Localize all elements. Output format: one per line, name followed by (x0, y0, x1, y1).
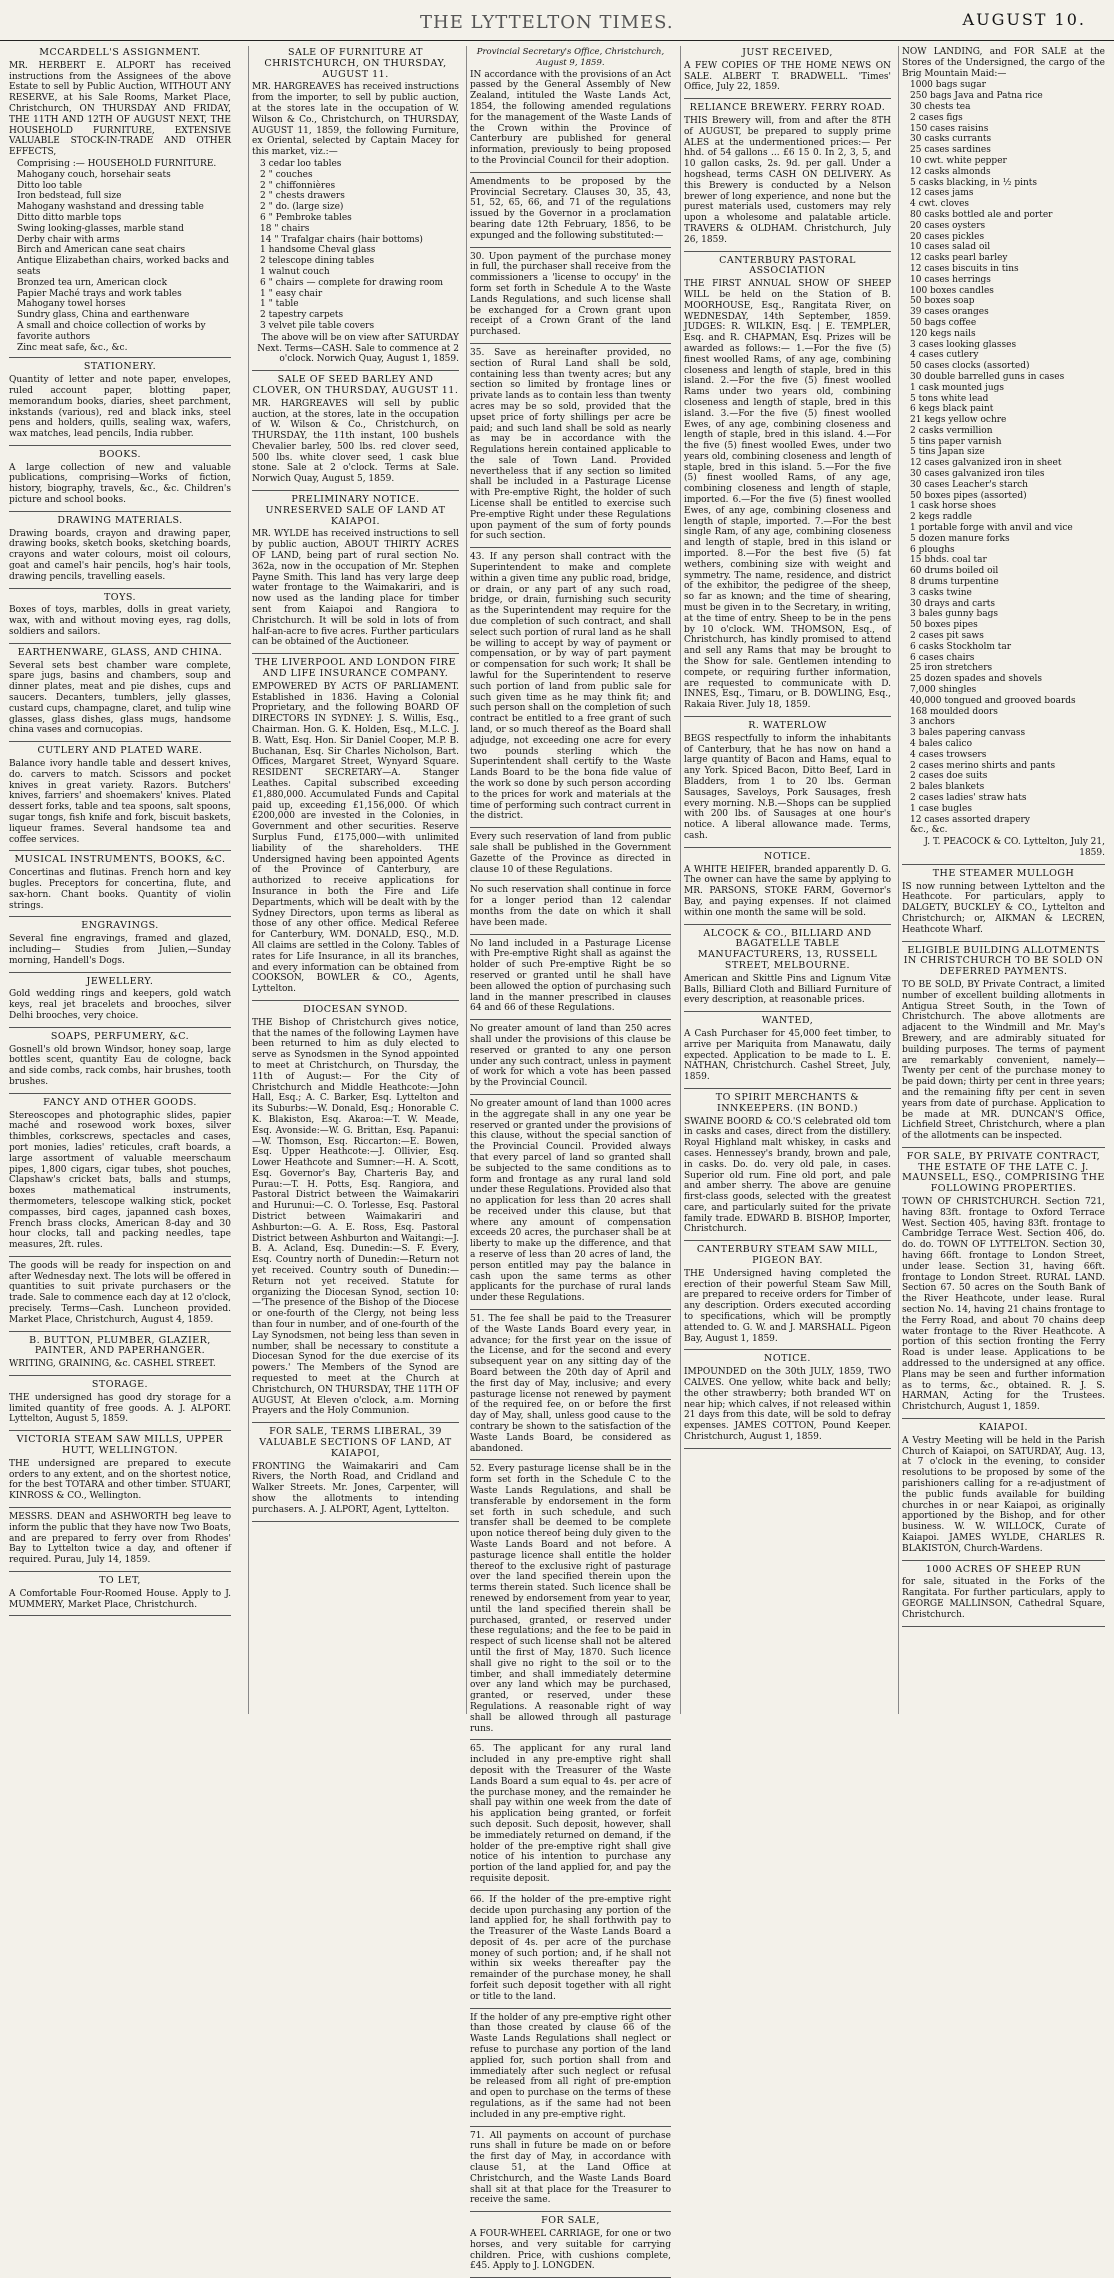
ad-heading: MCCARDELL'S ASSIGNMENT. (39, 47, 201, 58)
ad-list-item: 40,000 tongued and grooved boards (910, 695, 1076, 706)
ad-body: Drawing boards, crayon and drawing paper, drawing books, sketch books, sketching boards, crayons and water colours, moist oil colours, goat and camel's hair pencils, hog's hair tools, drawing pencils, travelling easels. (9, 528, 231, 582)
ad-heading: TOYS. (103, 591, 137, 603)
ad-list-item: 50 boxes pipes (910, 620, 978, 631)
ad-heading: PRELIMINARY NOTICE. UNRESERVED SALE OF LAND AT KAIAPOI. (265, 494, 446, 527)
ad-body: TOWN OF CHRISTCHURCH. Section 721, having 83ft. frontage to Oxford Terrace West. Section 405, having 83ft. frontage to Cambridge Terrace West. Section 406, do. do. do. TOWN OF LYTTELTON. Section 30, having 66ft. frontage to London Street, under lease. Section 31, having 66ft. frontage to London Street. RURAL LAND. Section 67. 50 acres on the South Bank of the River Heathcote, under lease. Rural section No. 14, having 21 chains frontage to the Ferry Road, and about 70 chains deep water frontage to the River Heathcote. A portion of this section fronting the Ferry Road is under lease. Applications to be addressed to the undersigned at any office. Plans may be seen and further information as to terms, &c., obtained. R. J. S. HARMAN, Acting for the Trustees. Christchurch, August 1, 1859. (902, 1197, 1105, 1413)
advertisement (470, 1099, 671, 1310)
column-5 (898, 46, 1108, 1714)
ad-body: 52. Every pasturage license shall be in the form set forth in the Schedule C to the Waste Lands Regulations, and shall be transferable by endorsement in the form set forth in such schedule, and such transfer shall be deemed to be complete upon notice thereof being duly given to the Waste Lands Board and not before. A pasturage licence shall entitle the holder thereof to the exclusive right of pasturage over the land specified therein upon the terms therein stated. Such licence shall be renewed by endorsement from year to year, until the land specified therein shall be purchased, granted, or reserved under these regulations; and the fee to be paid in respect of such license shall not be altered until the first of May, 1870. Such licence shall give no right to the soil or to the timber, and shall immediately determine over any land which may be purchased, granted, or reserved, under these Regulations. A reasonable right of way shall be allowed through all pasturage runs. (470, 1464, 671, 1734)
ad-list-item: 25 cases sardines (910, 145, 991, 156)
ad-list-item: 4 cases trowsers (910, 749, 987, 760)
ad-list-item: 12 cases assorted drapery (910, 814, 1030, 825)
ad-heading: KAIAPOI. (978, 1422, 1029, 1434)
ad-heading: FANCY AND OTHER GOODS. (43, 1096, 197, 1108)
advertisement (9, 977, 231, 1028)
ad-body: WRITING, GRAINING, &c. CASHEL STREET. (9, 1359, 216, 1370)
ad-list-item: 39 cases oranges (910, 307, 989, 318)
column-1 (6, 46, 234, 1714)
advertisement (684, 929, 891, 1013)
ad-heading: SOAPS, PERFUMERY, &C. (50, 1030, 190, 1042)
ad-list-item: 4 cwt. cloves (910, 199, 970, 210)
ad-body: Concertinas and flutinas. French horn and key bugles. Preceptors for concertina, flute, and sax-horn. Chant books. Quantity of violin strings. (9, 868, 231, 911)
ad-body: SWAINE BOORD & CO.'S celebrated old tom in casks and cases, direct from the distillery. Royal Highland malt whiskey, in casks and cases. Hennessey's brandy, brown and pale, in casks. Do. do. very old pale, in cases. Superior old rum. Fine old port, and pale and amber sherry. The above are genuine first-class goods, selected with the greatest care, and particularly suited for the private family trade. EDWARD B. BISHOP, Importer, Christchurch. (684, 1116, 891, 1235)
advertisement (9, 593, 231, 644)
ad-list-item: 6 ploughs (910, 544, 955, 555)
ad-list-item: 2 " couches (260, 169, 313, 180)
ad-list-item: 50 boxes pipes (assorted) (910, 490, 1027, 501)
ad-list-item: 20 cases oysters (910, 220, 986, 231)
ad-list-item: 2 " chiffonnières (260, 180, 336, 191)
ad-list-item: 30 drays and carts (910, 598, 996, 609)
ad-list-item: 12 casks pearl barley (910, 253, 1008, 264)
ad-heading: CANTERBURY PASTORAL ASSOCIATION (719, 254, 856, 277)
advertisement (684, 721, 891, 848)
ad-body: 71. All payments on account of purchase runs shall in future be made on or before the first day of May, in accordance with clause 51, at the Land Office at Christchurch, and the Waste Lands Board shall sit at that place for the Treasurer to receive the same. (470, 2130, 671, 2206)
ad-heading: CANTERBURY STEAM SAW MILL, PIGEON BAY. (696, 1244, 879, 1267)
advertisement (684, 1016, 891, 1089)
ad-list-item: A small and choice collection of works by favorite authors (17, 320, 206, 342)
ad-body: Gold wedding rings and keepers, gold watch keys, real jet bracelets and brooches, silver Delhi brooches, very choice. (9, 989, 231, 1021)
advertisement (470, 552, 671, 828)
ad-list-item: 18 " chairs (260, 223, 310, 234)
advertisement (9, 48, 231, 358)
ad-list-item: 2 kegs raddle (910, 512, 973, 523)
ad-heading: ELIGIBLE BUILDING ALLOTMENTS IN CHRISTCHURCH TO BE SOLD ON DEFERRED PAYMENTS. (903, 944, 1104, 978)
ad-list-item: 3 cases looking glasses (910, 339, 1017, 350)
ad-body: No greater amount of land than 1000 acres in the aggregate shall in any one year be reserved or granted under the provisions of this clause, without the special sanction of the Provincial Council. Provided always that every parcel of land so granted shall be subjected to the same conditions as to form and frontage as any rural land sold under these Regulations. Provided also that no application for less than 20 acres shall be received under this clause, but that where any amount of compensation exceeds 20 acres, the purchaser shall be at liberty to make up the difference, and that a reserve of less than 20 acres of land, the person entitled may pay the balance in cash upon the same terms as other applicants for the purchase of rural lands under these Regulations. (470, 1098, 671, 1304)
ad-list-item: 2 cases merino shirts and pants (910, 760, 1056, 771)
ad-signature: J. T. PEACOCK & CO. Lyttelton, July 21, 1859. (924, 837, 1105, 858)
ad-list-item: 1 " table (260, 299, 299, 310)
ad-body: EMPOWERED BY ACTS OF PARLIAMENT. Established in 1836. Having a Colonial Proprietary, and the following BOARD OF DIRECTORS IN SYDNEY: J. S. Willis, Esq., Chairman. Hon. G. K. Holden, Esq., M.L.C. J. B. Watt, Esq. Hon. Sir Daniel Cooper, M.P. B. Buchanan, Esq. Sir Charles Nicholson, Bart. Offices, Margaret Street, Wynyard Square. RESIDENT SECRETARY—A. Stanger Leathes. Capital subscribed exceeding £1,880,000. Accumulated Funds and Capital paid up, exceeding £1,156,000. Of which £200,000 are invested in the Colonies, in Government and other securities. Reserve Surplus Fund, £175,000—with unlimited liability of the shareholders. THE Undersigned having been appointed Agents of the Province of Canterbury, are authorized to receive applications for Insurance in both the Fire and Life Departments, which will be dealt with by the Sydney Directors, upon terms as liberal as those of any other office. Medical Referee for Canterbury, WM. DONALD, ESQ., M.D. All claims are settled in the Colony. Tables of rates for Life Insurance, in all its branches, and every information can be obtained from COOKSON, BOWLER & CO., Agents, Lyttelton. (252, 681, 459, 995)
advertisement (9, 1261, 231, 1332)
ad-list-item: 1 walnut couch (260, 266, 330, 277)
ad-list-item: 120 kegs nails (910, 328, 976, 339)
ad-body: THE Bishop of Christchurch gives notice, that the names of the following Laymen have been returned to him as duly elected to serve as Synodsmen in the Synod appointed to meet at Christchurch, on Thursday, the 11th of August:— For the City of Christchurch and Middle Heathcote:—John Hall, Esq.; A. C. Barker, Esq. Lyttelton and its Suburbs:—W. Donald, Esq.; Honorable C. K. Blakiston, Esq. Akaroa:—T. W. Meade, Esq. Avonside:—W. G. Brittan, Esq. Papanui:—W. Thomson, Esq. Riccarton:—E. Bowen, Esq. Upper Heathcote:—J. Ollivier, Esq. Lower Heathcote and Sumner:—H. A. Scott, Esq. Governor's Bay, Charteris Bay, and Purau:—T. H. Potts, Esq. Rangiora, and Pastoral District between the Waimakariri and Hurunui:—C. O. Torlesse, Esq. Pastoral District between Waimakariri and Ashburton:—G. A. E. Ross, Esq. Pastoral District between Ashburton and Waitangi:—J. B. A. Acland, Esq. Dunedin:—S. F. Every, Esq. Country north of Dunedin:—Return not yet received. Country south of Dunedin:—Return not yet received. Statute for organizing the Diocesan Synod, section 10:—'The presence of the Bishop of the Diocese or one-fourth of the Clergy, not being less than four in number, and of one-fourth of the Lay Synodsmen, not being less than seven in number, shall be necessary to constitute a Diocesan Synod for the due exercise of its powers.' The Members of the Synod are requested to meet at the Church at Christchurch, ON THURSDAY, THE 11TH OF AUGUST, At Eleven o'clock, a.m. Morning Prayers and the Holy Communion. (252, 1017, 460, 1417)
advertisement (9, 746, 231, 851)
ad-list-item: Ditto loo table (17, 180, 83, 191)
ad-body: 35. Save as hereinafter provided, no section of Rural Land shall be sold, containing less than twenty acres; but any section so limited by frontage lines or private lands as to contain less than twenty acres may be so sold, provided that the upset price of forty shillings per acre be paid; and such land shall be sold as nearly as may be in accordance with the Regulations herein contained applicable to the sale of Town Land. Provided nevertheless that if any section so limited shall be included in a Pasturage License with Pre-emptive Right, the holder of such License shall be entitled to exercise such Pre-emptive Right under these Regulations upon payment of the sum of forty pounds for such section. (470, 347, 671, 542)
ad-heading: EARTHENWARE, GLASS, AND CHINA. (17, 646, 223, 658)
ad-dateline: Provincial Secretary's Office, Christchurch, August 9, 1859. (476, 47, 665, 68)
advertisement (470, 47, 671, 173)
ad-list-item: 50 bags coffee (910, 317, 977, 328)
advertisement (684, 1354, 891, 1448)
ad-list-item: 168 moulded doors (910, 706, 998, 717)
ad-body: MR. WYLDE has received instructions to sell by public auction, ABOUT THIRTY ACRES OF LAND, being part of rural section No. 362a, now in the occupation of Mr. Stephen Payne Smith. This land has very large deep water frontage to the Waimakariri, and is now used as the landing place for timber sent from Kaiapoi and Rangiora to Christchurch. It will be sold in lots of from half-an-acre to five acres. Further particulars can be obtained of the Auctioneer. (252, 529, 459, 648)
ad-body: Every such reservation of land from public sale shall be published in the Government Gazette of the Province as directed in clause 10 of these Regulations. (470, 832, 671, 875)
ad-list-item: &c., &c. (910, 825, 948, 836)
ad-body: Gosnell's old brown Windsor, honey soap, large bottles scent, quantity Eau de cologne, back and side combs, rack combs, hair brushes, tooth brushes. (9, 1044, 231, 1087)
ad-list-item: 6 cases chairs (910, 652, 975, 663)
ad-body: MESSRS. DEAN and ASHWORTH beg leave to inform the public that they have now Two Boats, and are prepared to ferry over from Rhodes' Bay to Lyttelton twice a day, and oftener if required. Purau, July 14, 1859. (9, 1512, 232, 1566)
newspaper-title: THE LYTTELTON TIMES. (420, 12, 674, 33)
advertisement (470, 832, 671, 881)
ad-list-item: 1 " easy chair (260, 288, 323, 299)
advertisement (9, 450, 231, 512)
ad-body: THE undersigned has good dry storage for a limited quantity of free goods. A. J. ALPORT. Lyttelton, August 5, 1859. (9, 1392, 231, 1425)
column-3 (466, 46, 674, 2272)
ad-list-item: 3 anchors (910, 717, 955, 728)
ad-list-item: 8 drums turpentine (910, 577, 999, 588)
ad-list-item: 5 tons white lead (910, 393, 989, 404)
ad-heading: RELIANCE BREWERY. FERRY ROAD. (689, 102, 886, 114)
ad-list-item: 2 cases figs (910, 112, 963, 123)
ad-body: IS now running between Lyttelton and the Heathcote. For particulars, apply to DALGETY, BUCKLEY & CO., Lyttelton and Christchurch; or, AIKMAN & LECREN, Heathcote Wharf. (902, 881, 1105, 935)
ad-list-item: 14 " Trafalgar chairs (hair bottoms) (260, 234, 423, 245)
ad-body: The goods will be ready for inspection on and after Wednesday next. The lots will be offered in quantities to suit private purchasers or the trade. Sale to commence each day at 12 o'clock, precisely. Terms—Cash. Luncheon provided. Market Place, Christchurch, August 4, 1859. (9, 1260, 231, 1325)
ad-list-item: 4 cases cutlery (910, 350, 979, 361)
advertisement (9, 362, 231, 446)
ad-list-item: Antique Elizabethan chairs, worked backs and seats (17, 256, 230, 277)
ad-heading: STATIONERY. (83, 361, 157, 373)
ad-list-item: 50 cases clocks (assorted) (910, 361, 1030, 372)
ad-list-item: 30 double barrelled guns in cases (910, 371, 1065, 382)
ad-list-item: 2 casks vermillion (910, 425, 993, 436)
advertisement (684, 1093, 891, 1241)
ad-list-item: 12 cases galvanized iron in sheet (910, 458, 1062, 469)
advertisement (684, 852, 891, 925)
ad-list-item: 6 " chairs — complete for drawing room (260, 277, 444, 288)
advertisement (902, 1423, 1105, 1561)
ad-list-item: 2 telescope dining tables (260, 256, 375, 267)
ad-heading: TO LET, (99, 1575, 141, 1587)
ad-heading: BOOKS. (98, 448, 142, 460)
ad-list-item: 30 chests tea (910, 101, 971, 112)
ad-body: MR. HARGREAVES has received instructions from the importer, to sell by public auction, at the stores late in the occupation of W. Wilson & Co., Christchurch, on THURSDAY, AUGUST 11, 1859, the following Furniture, ex Oriental, selected by Captain Macey for this market, viz.:— (252, 82, 459, 158)
ad-list-item: 6 " Pembroke tables (260, 212, 352, 223)
ad-list-item: 5 casks blacking, in ½ pints (910, 177, 1037, 188)
ad-list-item: 60 drums boiled oil (910, 566, 999, 577)
ad-list-item: 100 boxes candles (910, 285, 994, 296)
ad-heading: STORAGE. (91, 1379, 149, 1391)
ad-body: Amendments to be proposed by the Provincial Secretary. Clauses 30, 35, 43, 51, 52, 65, 66, and 71 of the regulations issued by the Governor in a proclamation bearing date 12th February, 1856, to be expunged and the following substituted:— (470, 176, 671, 241)
ad-body: American and Skittle Pins and Lignum Vitæ Balls, Billiard Cloth and Billiard Furniture of every description, at reasonable prices. (684, 973, 891, 1006)
advertisement (9, 1032, 231, 1094)
ad-body: 43. If any person shall contract with the Superintendent to make and complete within a given time any public road, bridge, or drain, or any part of any such road, bridge, or drain, furnishing such security as the Superintendent may require for the due completion of such contract, and shall select such portion of rural land as he shall be willing to accept by way of payment or compensation, or by way of part payment or compensation for such work; It shall be lawful for the Superintendent to reserve such portion of land from public sale for such given time as he may think fit; and such person shall on the completion of such contract be entitled to a free grant of such land, or so much thereof as the Board shall adjudge, not exceeding one acre for every two pounds sterling which the Superintendent shall certify to the Waste Lands Board to be the bona fide value of the work so done by such person according to the prices for work and materials at the time of performing such contract current in the district. (470, 552, 671, 822)
advertisement (684, 103, 891, 251)
ad-list-item: 1000 bags sugar (910, 80, 986, 91)
ad-body: FRONTING the Waimakariri and Cam Rivers, the North Road, and Cridland and Walker Streets. Mr. Jones, Carpenter, will show the allotments to intending purchasers. A. J. ALPORT, Agent, Lyttelton. (252, 1461, 459, 1515)
column-2 (248, 46, 462, 1714)
ad-list-item: 1 cask mounted jugs (910, 382, 1005, 393)
ad-list-item: 5 dozen manure forks (910, 533, 1010, 544)
ad-list-item: 30 casks currants (910, 134, 992, 145)
ad-body: Several fine engravings, framed and glazed, including— Studies from Julien,—Sunday morning, Handell's Dogs. (9, 934, 231, 966)
ad-list-item: 12 casks almonds (910, 166, 991, 177)
ad-list-item: Iron bedstead, full size (17, 191, 122, 202)
ad-body: No such reservation shall continue in force for a longer period than 12 calendar months from the date on which it shall have been made. (470, 885, 671, 928)
advertisement (252, 1427, 459, 1521)
ad-list-item: Swing looking-glasses, marble stand (17, 223, 184, 234)
ad-body: Several sets best chamber ware complete, spare jugs, basins and chambers, soup and dinner plates, meat and pie dishes, cups and saucers. Decanters, tumblers, jelly glasses, custard cups, champagne, claret, and tulip wine glasses, glass dishes, glass mugs, handsome china vases and cornucopias. (9, 660, 231, 736)
ad-heading: JEWELLERY. (86, 975, 154, 987)
ad-heading: WANTED, (761, 1015, 814, 1027)
advertisement (902, 1152, 1105, 1419)
ad-list-item: Mahogany towel horses (17, 299, 126, 310)
advertisement (9, 1512, 231, 1572)
ad-list-item: 1 cask horse shoes (910, 501, 997, 512)
ad-body: 65. The applicant for any rural land included in any pre-emptive right shall deposit with the Treasurer of the Waste Lands Board a sum equal to 4s. per acre of the purchase money, and the remainder he shall pay within one week from the date of his application being granted, or forfeit such deposit. Such deposit, however, shall be immediately returned on demand, if the holder of the pre-emptive right shall give notice of his intention to purchase any portion of the land applied for, and pay the requisite deposit. (470, 1744, 671, 1884)
ad-body: A Comfortable Four-Roomed House. Apply to J. MUMMERY, Market Place, Christchurch. (9, 1588, 231, 1610)
ad-list-item: 25 iron stretchers (910, 663, 993, 674)
advertisement (470, 939, 671, 1021)
ad-heading: NOTICE. (764, 1353, 811, 1365)
ad-body: Balance ivory handle table and dessert knives, do. carvers to match. Scissors and pocket knives in great variety. Razors. Butchers' knives, farriers' and shoemakers' knives. Plated dessert forks, table and tea spoons, salt spoons, sugar tongs, fish knife and fork, biscuit baskets, liqueur frames. Several handsome tea and coffee services. (9, 759, 231, 845)
ad-heading: ENGRAVINGS. (81, 920, 159, 932)
advertisement (470, 1744, 671, 1890)
advertisement (902, 47, 1105, 865)
ad-list-item: 2 " chests drawers (260, 191, 345, 202)
advertisement (9, 921, 231, 972)
ad-list-item: 7,000 shingles (910, 685, 977, 696)
ad-body: If the holder of any pre-emptive right other than those created by clause 66 of the Waste Lands Regulations shall neglect or refuse to purchase any portion of the land applied for, such portion shall from and immediately after such neglect or refusal be released from all right of pre-emption and open to purchase on the terms of these regulations, as if the same had not been included in any pre-emptive right. (470, 2012, 671, 2120)
ad-list-item: Ditto ditto marble tops (17, 212, 122, 223)
ad-list-item: 2 " do. (large size) (260, 202, 344, 213)
ad-list-item: 3 casks twine (910, 587, 972, 598)
ad-heading: FOR SALE, TERMS LIBERAL, 39 VALUABLE SECTIONS OF LAND, AT KAIAPOI, (259, 1426, 452, 1459)
ad-list-item: 30 cases Leacher's starch (910, 479, 1028, 490)
ad-list-item: 10 cwt. white pepper (910, 155, 1007, 166)
ad-list-item: 15 bhds. coal tar (910, 555, 987, 566)
ad-heading: JUST RECEIVED, (742, 47, 833, 58)
ad-body: 30. Upon payment of the purchase money in full, the purchaser shall receive from the commissioners a 'license to occupy' in the form set forth in Schedule A to the Waste Lands Regulations, and such license shall be exchanged for a Crown grant upon receipt of a Crown Grant of the land purchased. (470, 251, 671, 338)
ad-body: A large collection of new and valuable publications, comprising—Works of fiction, history, biography, travels, &c., &c. Children's picture and school books. (9, 462, 231, 506)
ad-list-item: 150 cases raisins (910, 123, 989, 134)
ad-list-item: 3 velvet pile table covers (260, 320, 375, 331)
ad-heading: FOR SALE, (541, 2215, 600, 2227)
ad-heading: DIOCESAN SYNOD. (303, 1003, 408, 1015)
advertisement (9, 1380, 231, 1431)
ad-body: 66. If the holder of the pre-emptive right decide upon purchasing any portion of the land applied for, he shall forthwith pay to the Treasurer of the Waste Lands Board a deposit of 4s. per acre of the purchase money of such portion; and, if he shall not within six weeks thereafter pay the remainder of the purchase money, he shall forfeit such deposit together with all right or title to the land. (470, 1894, 671, 2002)
ad-body: THIS Brewery will, from and after the 8TH of AUGUST, be prepared to supply prime ALES at the undermentioned prices:— Per hhd. of 54 gallons ... £6 15 0. In 2, 3, 5, and 10 gallon casks, 2s. 9d. per gall. Under a hogshead, terms CASH ON DELIVERY. As this Brewery is conducted by a Nelson brewer of long experience, and none but the purest materials used, customers may rely upon a wholesome and palatable article. TRAVERS & OLDHAM. Christchurch, July 26, 1859. (684, 115, 891, 245)
ad-body: MR. HERBERT E. ALPORT has received instructions from the Assignees of the above Estate to sell by Public Auction, WITHOUT ANY RESERVE, at his Sale Rooms, Market Place, Christchurch, ON THURSDAY AND FRIDAY, THE 11TH AND 12TH OF AUGUST NEXT, THE HOUSEHOLD FURNITURE, EXTENSIVE VALUABLE STOCK-IN-TRADE AND OTHER EFFECTS, (9, 60, 231, 158)
advertisement (252, 495, 459, 654)
ad-heading: FOR SALE, BY PRIVATE CONTRACT, THE ESTATE OF THE LATE C. J. MAUNSELL, ESQ., COMPRISING THE FOLLOWING PROPERTIES. (902, 1150, 1105, 1195)
ad-body: BEGS respectfully to inform the inhabitants of Canterbury, that he has now on hand a large quantity of Bacon and Hams, equal to any York. Spiced Bacon, Ditto Beef, Lard in Bladders, from 1 to 20 lbs. German Sausages, Saveloys, Pork Sausages, fresh every morning. N.B.—Shops can be supplied with 200 lbs. of Sausages at one hour's notice. A liberal allowance made. Terms, cash. (684, 733, 891, 841)
ad-body: No greater amount of land than 250 acres shall under the provisions of this clause be reserved or granted to any one person under any such contract, unless in payment of work for which a vote has been passed by the Provincial Council. (470, 1024, 671, 1089)
ad-body: MR. HARGREAVES will sell by public auction, at the stores, late in the occupation of W. Wilson & Co., Christchurch, on THURSDAY, the 11th instant, 100 bushels Chevalier barley, 500 lbs. red clover seed, 500 lbs. white clover seed, 1 cask blue stone. Sale at 2 o'clock. Terms at Sale. Norwich Quay, August 5, 1859. (252, 398, 459, 485)
ad-list-item: Comprising :— HOUSEHOLD FURNITURE. (17, 158, 217, 169)
ad-signature: The above will be on view after SATURDAY Next. Terms—CASH. Sale to commence at 2 o'clock. Norwich Quay, August 1, 1859. (257, 332, 459, 365)
advertisement (9, 1098, 231, 1257)
advertisement (252, 658, 459, 1001)
ad-heading: B. BUTTON, PLUMBER, GLAZIER, PAINTER, AND PAPERHANGER. (29, 1334, 211, 1357)
advertisement (902, 946, 1105, 1148)
ad-list-item: 12 cases biscuits in tins (910, 263, 1019, 274)
ad-body: A FEW COPIES OF THE HOME NEWS ON SALE. ALBERT T. BRADWELL. 'Times' Office, July 22, 1859. (684, 60, 891, 93)
ad-heading: ALCOCK & CO., BILLIARD AND BAGATELLE TABLE MANUFACTURERS, 13, RUSSELL STREET, MELBOURNE. (697, 927, 878, 971)
advertisement (684, 48, 891, 99)
ad-list-item: 80 casks bottled ale and porter (910, 209, 1053, 220)
advertisement (470, 348, 671, 548)
ad-list-item: Zinc meat safe, &c., &c. (17, 342, 128, 353)
ad-list-item: 50 boxes soap (910, 296, 975, 307)
advertisement (9, 648, 231, 742)
ad-body: Stereoscopes and photographic slides, papier maché and rosewood work boxes, silver thimbles, corkscrews, spectacles and cases, port monies, ladies' reticules, craft boards, a large assortment of valuable meerschaum pipes, 1,800 cigars, cigar tubes, shot pouches, Clapshaw's cricket bats, balls and stumps, boxes mathematical instruments, thermometers, telescope walking stick, pocket compasses, bird cages, japanned cash boxes, French brass clocks, American 8-day and 30 hour clocks, tall and packing needles, tape measures, 2ft. rules. (9, 1110, 231, 1251)
advertisement (470, 885, 671, 934)
ad-list-item: 5 tins Japan size (910, 447, 985, 458)
ad-list-item: 3 bales gunny bags (910, 609, 999, 620)
advertisement (684, 1245, 891, 1350)
ad-body: A FOUR-WHEEL CARRIAGE, for one or two horses, and very suitable for carrying children. Price, with cushions complete, £45. Apply to J. LONGDEN. (470, 2229, 671, 2272)
ad-heading: MUSICAL INSTRUMENTS, BOOKS, &C. (14, 854, 226, 866)
ad-list-item: 25 dozen spades and shovels (910, 674, 1043, 685)
ad-body: A WHITE HEIFER, branded apparently D. G. The owner can have the same by applying to MR. PARSONS, STOKE FARM, Governor's Bay, and paying expenses. If not claimed within one month the same will be sold. (684, 864, 891, 918)
ad-body: Boxes of toys, marbles, dolls in great variety, wax, with and without moving eyes, rag dolls, soldiers and sailors. (9, 605, 231, 638)
ad-list-item: 20 cases pickles (910, 231, 985, 242)
advertisement (9, 1336, 231, 1376)
ad-body: NOW LANDING, and FOR SALE at the Stores of the Undersigned, the cargo of the Brig Mountain Maid:— (902, 47, 1105, 79)
advertisement (470, 2013, 671, 2127)
ad-body: THE Undersigned having completed the erection of their powerful Steam Saw Mill, are prepared to receive orders for Timber of any description. Orders executed according to specifications, which will be promptly attended to. G. W. and J. MARSHALL. Pigeon Bay, August 1, 1859. (684, 1268, 891, 1344)
ad-list-item: 12 cases jams (910, 188, 974, 199)
advertisement (684, 256, 891, 717)
ad-body: No land included in a Pasturage License with Pre-emptive Right shall as against the holder of such Pre-emptive Right be so reserved or granted until he shall have been allowed the option of purchasing such land in the manner prescribed in clauses 64 and 66 of these Regulations. (470, 938, 671, 1014)
advertisement (470, 177, 671, 248)
ad-body: TO BE SOLD, BY Private Contract, a limited number of excellent building allotments in Antigua Street South, in the Town of Christchurch. The above allotments are adjacent to the Windmill and Mr. May's Brewery, and are admirably situated for building purposes. The terms of payment are remarkably convenient, namely—Twenty per cent of the purchase money to be paid down; thirty per cent in three years; and the remaining fifty per cent in seven years from date of purchase. Application to be made at MR. DUNCAN'S Office, Lichfield Street, Christchurch, where a plan of the allotments can be inspected. (902, 979, 1105, 1142)
ad-list-item: 1 handsome Cheval glass (260, 245, 376, 256)
advertisement (252, 48, 459, 371)
ad-list-item: 4 bales calico (910, 739, 973, 749)
advertisement (470, 252, 671, 344)
ad-list-item: 6 casks Stockholm tar (910, 641, 1012, 652)
ad-list-item: 30 cases galvanized iron tiles (910, 469, 1045, 480)
ad-heading: SALE OF FURNITURE AT CHRISTCHURCH, ON THURSDAY, AUGUST 11. (264, 47, 447, 80)
advertisement (9, 1576, 231, 1616)
ad-list-item: Mahogany washstand and dressing table (17, 202, 204, 213)
ad-list-item: 1 portable forge with anvil and vice (910, 523, 1073, 534)
ad-heading: THE LIVERPOOL AND LONDON FIRE AND LIFE INSURANCE COMPANY. (255, 657, 456, 680)
ad-list-item: 1 case bugles (910, 803, 972, 814)
ad-list-item: Bronzed tea urn, American clock (17, 277, 168, 288)
ad-list-item: 2 tapestry carpets (260, 310, 344, 321)
ad-list-item: 2 cases pit saws (910, 631, 984, 642)
ad-heading: TO SPIRIT MERCHANTS & INNKEEPERS. (IN BOND.) (715, 1091, 860, 1114)
ad-heading: THE STEAMER MULLOGH (932, 867, 1075, 879)
ad-list-item: 2 cases doe suits (910, 771, 988, 782)
advertisement (470, 2131, 671, 2213)
ad-heading: DRAWING MATERIALS. (57, 514, 183, 526)
ad-list-item: Mahogany couch, horsehair seats (17, 169, 171, 180)
ad-heading: NOTICE. (764, 850, 811, 862)
ad-body: THE FIRST ANNUAL SHOW OF SHEEP WILL be held on the Station of B. MOORHOUSE, Esq., Rangitata River, on WEDNESDAY, 14th September, 1859. JUDGES: R. WILKIN, Esq. | E. TEMPLER, Esq. and R. CHAPMAN, Esq. Prizes will be awarded as follows:— 1.—For the five (5) finest woolled Rams, of any age, combining closeness and length of staple, bred in this island. 2.—For the five (5) finest woolled Rams under two years old, combining closeness and length of staple, bred in this island. 3.—For the five (5) finest woolled Ewes, of any age, combining closeness and length of staple, bred in this island. 4.—For the five (5) finest woolled Ewes, under two years old, combining closeness and length of staple, bred in this island. 5.—For the five (5) finest woolled Rams, of any age, combining closeness and length of staple, imported. 6.—For the five (5) finest woolled Ewes, of any age, combining closeness and length of staple, imported. 7.—For the best single Ram, of any age, combining closeness and length of staple, bred in this island or imported. 8.—For the best five (5) fat wethers, combining size with weight and symmetry. The name, residence, and district of the exhibitor, the pedigree of the sheep, so far as known; and the time of shearing, must be given in to the Secretary, in writing, at the time of entry. Sheep to be in the pens by 10 o'clock. WM. THOMSON, Esq., of Christchurch, has kindly promised to attend and sell any Rams that may be brought to the Show for sale. Gentlemen intending to compete, or requiring further information, are requested to communicate with D. INNES, Esq., Timaru, or B. DOWLING, Esq., Rakaia River. July 18, 1859. (684, 279, 891, 711)
ad-body: A Cash Purchaser for 45,000 feet timber, to arrive per Mariquita from Manawatu, daily expected. Application to be made to L. E. NATHAN, Christchurch. Cashel Street, July, 1859. (684, 1028, 891, 1083)
advertisement (9, 1435, 231, 1508)
ad-body: A Vestry Meeting will be held in the Parish Church of Kaiapoi, on SATURDAY, Aug. 13, at 7 o'clock in the evening, to consider resolutions to be proposed by some of the parishioners calling for a re-adjustment of the public funds available for building churches in or near Kaiapoi, as originally apportioned by the Bishop, and for other business. W. W. WILLOCK, Curate of Kaiapoi. JAMES WYLDE, CHARLES R. BLAKISTON, Church-Wardens. (902, 1435, 1105, 1554)
ad-list-item: 6 kegs black paint (910, 404, 994, 415)
column-4 (680, 46, 894, 1714)
advertisement (252, 375, 459, 491)
ad-heading: R. WATERLOW (748, 720, 827, 732)
advertisement (9, 516, 231, 589)
ad-body: THE undersigned are prepared to execute orders to any extent, and on the shortest notice, for the best TOTARA and other timber. STUART, KINROSS & CO., Wellington. (9, 1458, 231, 1502)
ad-list-item: 10 cases salad oil (910, 242, 991, 253)
ad-list-item: 3 bales papering canvass (910, 728, 1026, 739)
ad-list-item: 10 cases herrings (910, 274, 991, 285)
ad-list-item: 21 kegs yellow ochre (910, 415, 1007, 426)
advertisement (470, 1024, 671, 1095)
advertisement (470, 1895, 671, 2009)
ad-list-item: 3 cedar loo tables (260, 158, 342, 169)
advertisement (902, 1565, 1105, 1627)
advertisement (470, 1314, 671, 1460)
advertisement (470, 1464, 671, 1740)
ad-list-item: 2 cases ladies' straw hats (910, 792, 1027, 803)
masthead (0, 0, 1114, 41)
issue-date: AUGUST 10. (962, 10, 1086, 29)
ad-list-item: 250 bags Java and Patna rice (910, 91, 1043, 102)
ad-body: IMPOUNDED on the 30th JULY, 1859, TWO CALVES. One yellow, white back and belly; the other strawberry; both branded WT on near hip; which calves, if not released within 21 days from this date, will be sold to defray expenses. JAMES COTTON, Pound Keeper. Christchurch, August 1, 1859. (684, 1367, 891, 1443)
ad-list-item: 2 bales blankets (910, 782, 985, 793)
advertisement (902, 869, 1105, 942)
advertisement (252, 1005, 459, 1423)
ad-heading: VICTORIA STEAM SAW MILLS, UPPER HUTT, WELLINGTON. (16, 1434, 224, 1457)
ad-body: Quantity of letter and note paper, envelopes, ruled account paper, blotting paper, memorandum books, diaries, sheet parchment, inkstands (various), red and black inks, steel pens and holders, quills, sealing wax, wafers, wax matches, lead pencils, India rubber. (9, 375, 231, 440)
ad-body: IN accordance with the provisions of an Act passed by the General Assembly of New Zealand, intituled the Waste Lands Act, 1854, the following amended regulations for the management of the Waste Lands of the Crown within the Province of Canterbury are published for general information, previously to being proposed to the Provincial Council for their adoption. (470, 69, 671, 166)
advertisement (470, 2216, 671, 2278)
ad-list-item: 5 tins paper varnish (910, 436, 1002, 447)
ad-list-item: Sundry glass, China and earthenware (17, 310, 190, 321)
ad-body: 51. The fee shall be paid to the Treasurer of the Waste Lands Board every year, in advance; for the first year on the issue of the License, and for the second and every subsequent year on any sitting day of the Board between the 20th day of April and the first day of May, inclusive; and every pasturage license not renewed by payment of the required fee, on or before the first day of May, shall, unless good cause to the contrary be shown to the satisfaction of the Waste Lands Board, be considered as abandoned. (470, 1314, 671, 1454)
ad-heading: CUTLERY AND PLATED WARE. (37, 745, 203, 757)
advertisement (9, 855, 231, 917)
ad-heading: 1000 ACRES OF SHEEP RUN (925, 1563, 1082, 1575)
ad-list-item: Derby chair with arms (17, 234, 120, 245)
ad-list-item: Papier Maché trays and work tables (17, 288, 182, 299)
ad-list-item: Birch and American cane seat chairs (17, 245, 186, 256)
ad-heading: SALE OF SEED BARLEY AND CLOVER, ON THURSDAY, AUGUST 11. (252, 374, 459, 396)
ad-body: for sale, situated in the Forks of the Rangitata. For further particulars, apply to GEORGE MALLINSON, Cathedral Square, Christchurch. (902, 1577, 1105, 1620)
